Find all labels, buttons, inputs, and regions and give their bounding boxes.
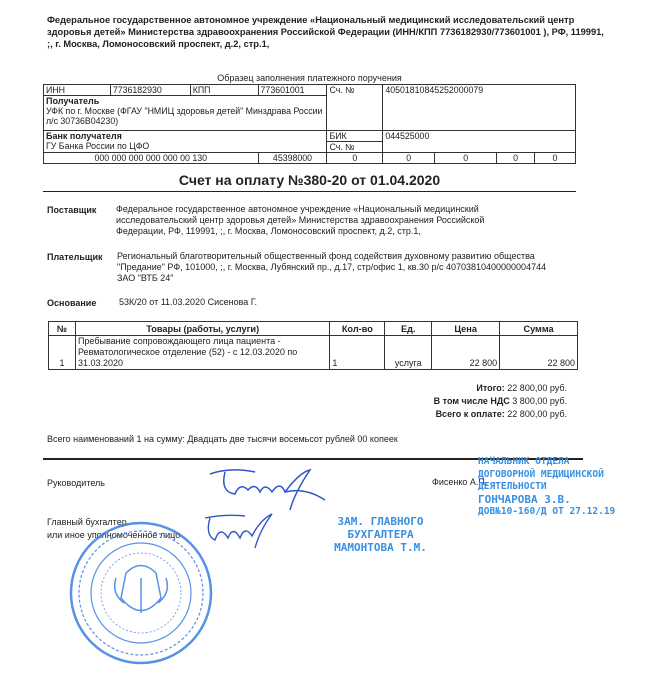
deputy-accountant-stamp xyxy=(318,515,443,554)
field-zero: 0 xyxy=(497,153,535,164)
field-zero: 0 xyxy=(435,153,497,164)
stamp-line: ГОНЧАРОВА З.В. xyxy=(478,492,571,506)
row-qty: 1 xyxy=(330,336,385,370)
kpp-label: КПП xyxy=(190,85,258,96)
due-label: Всего к оплате: xyxy=(435,409,505,419)
col-price: Цена xyxy=(432,322,500,336)
inn-value: 7736182930 xyxy=(110,85,190,96)
col-qty: Кол-во xyxy=(330,322,385,336)
total-value: 22 800,00 руб. xyxy=(507,383,567,393)
row-name: Пребывание сопровождающего лица пациента - Ревматологическое отделение (52) - с 12.03.2020 по 31.03.2020 xyxy=(75,336,329,370)
supplier-label: Поставщик xyxy=(47,205,97,215)
director-name: Фисенко А.П. xyxy=(432,477,488,487)
goods-header-row xyxy=(49,322,578,336)
stamp-line: НАЧАЛЬНИК ОТДЕЛА xyxy=(478,456,570,467)
stamp-line: ДОГОВОРНОЙ МЕДИЦИНСКОЙ xyxy=(478,468,604,480)
col-number: № xyxy=(49,322,76,336)
col-goods: Товары (работы, услуги) xyxy=(75,322,329,336)
field-zero: 0 xyxy=(327,153,383,164)
row-number: 1 xyxy=(49,336,76,370)
inn-label: ИНН xyxy=(44,85,111,96)
row-price: 22 800 xyxy=(432,336,500,370)
accountant-signature-icon xyxy=(200,510,280,550)
row-sum: 22 800 xyxy=(500,336,578,370)
title-divider xyxy=(43,191,576,192)
totals xyxy=(434,382,567,421)
supplier-header: Федеральное государственное автономное учреждение «Национальный медицинский исследовательский центр здоровья детей» Министерства здравоохранения Российской Федерации (ИНН/КПП 7736182930/773601001 ), РФ, 119991, ;, г. Москва, Ломоносовский проспект, д.2, стр.1, xyxy=(47,15,604,49)
account-value: 40501810845252000079 xyxy=(383,85,576,96)
basis-label: Основание xyxy=(47,298,97,308)
accountant-label: Главный бухгалтер xyxy=(47,517,127,527)
payer-text: Региональный благотворительный общественный фонд содействия духовному развитию общества "Предание" РФ, 101000, ;, г. Москва, Лубянский пр., д.17, стр/офис 1, кв.30 р/с 40703810400000004744 ЗАО "ВТБ 24" xyxy=(117,251,547,283)
invoice-title: Счет на оплату №380-20 от 01.04.2020 xyxy=(178,172,441,188)
field-zero: 0 xyxy=(383,153,435,164)
amount-in-words: Всего наименований 1 на сумму: Двадцать две тысячи восемьсот рублей 00 копеек xyxy=(47,434,398,444)
col-sum: Сумма xyxy=(500,322,578,336)
recipient-label: Получатель xyxy=(46,96,100,106)
stamp-line: МАМОНТОВА Т.М. xyxy=(334,541,427,554)
field-zero: 0 xyxy=(535,153,576,164)
kpp-value: 773601001 xyxy=(258,85,327,96)
recipient-value: УФК по г. Москве (ФГАУ "НМИЦ здоровья детей" Минздрава России л/с 30736В04230) xyxy=(46,106,323,126)
oktmo-value: 45398000 xyxy=(258,153,327,164)
goods-table xyxy=(48,321,578,370)
stamp-line: БУХГАЛТЕРА xyxy=(347,528,414,541)
vat-value: 3 800,00 руб. xyxy=(512,396,567,406)
accountant-label-2: или иное уполномоченное лицо xyxy=(47,530,181,540)
basis-text: 53К/20 от 11.03.2020 Сисенова Г. xyxy=(119,297,258,307)
total-label: Итого: xyxy=(476,383,505,393)
director-signature-icon xyxy=(200,462,330,512)
payer-label: Плательщик xyxy=(47,252,103,262)
head-dept-stamp xyxy=(478,456,615,519)
table-row xyxy=(49,336,578,370)
stamp-line: ЗАМ. ГЛАВНОГО xyxy=(337,515,424,528)
vat-label: В том числе НДС xyxy=(433,396,510,406)
bank-value: ГУ Банка России по ЦФО xyxy=(46,141,150,151)
stamp-line: ДОВ№10-160/Д ОТ 27.12.19 xyxy=(478,506,616,517)
bik-label: БИК xyxy=(327,131,383,142)
bank-label: Банк получателя xyxy=(46,131,122,141)
due-value: 22 800,00 руб. xyxy=(507,409,567,419)
payment-order-table xyxy=(43,84,576,164)
stamp-line: ДЕЯТЕЛЬНОСТИ xyxy=(478,481,547,492)
round-seal-icon xyxy=(66,518,216,668)
director-label: Руководитель xyxy=(47,478,105,488)
row-unit: услуга xyxy=(385,336,432,370)
payment-order-caption: Образец заполнения платежного поручения xyxy=(217,73,402,83)
supplier-text: Федеральное государственное автономное учреждение «Национальный медицинский исследовательский центр здоровья детей» Министерства здравоохранения Российской Федерации, РФ, 119991, ;, г. Москва, Ломоносовский проспект, д.2, стр.1, xyxy=(116,204,485,236)
account-label: Сч. № xyxy=(327,85,383,96)
corr-account-label: Сч. № xyxy=(327,142,383,153)
kbk-value: 000 000 000 000 000 00 130 xyxy=(44,153,259,164)
col-unit: Ед. xyxy=(385,322,432,336)
bik-value: 044525000 xyxy=(383,131,576,153)
